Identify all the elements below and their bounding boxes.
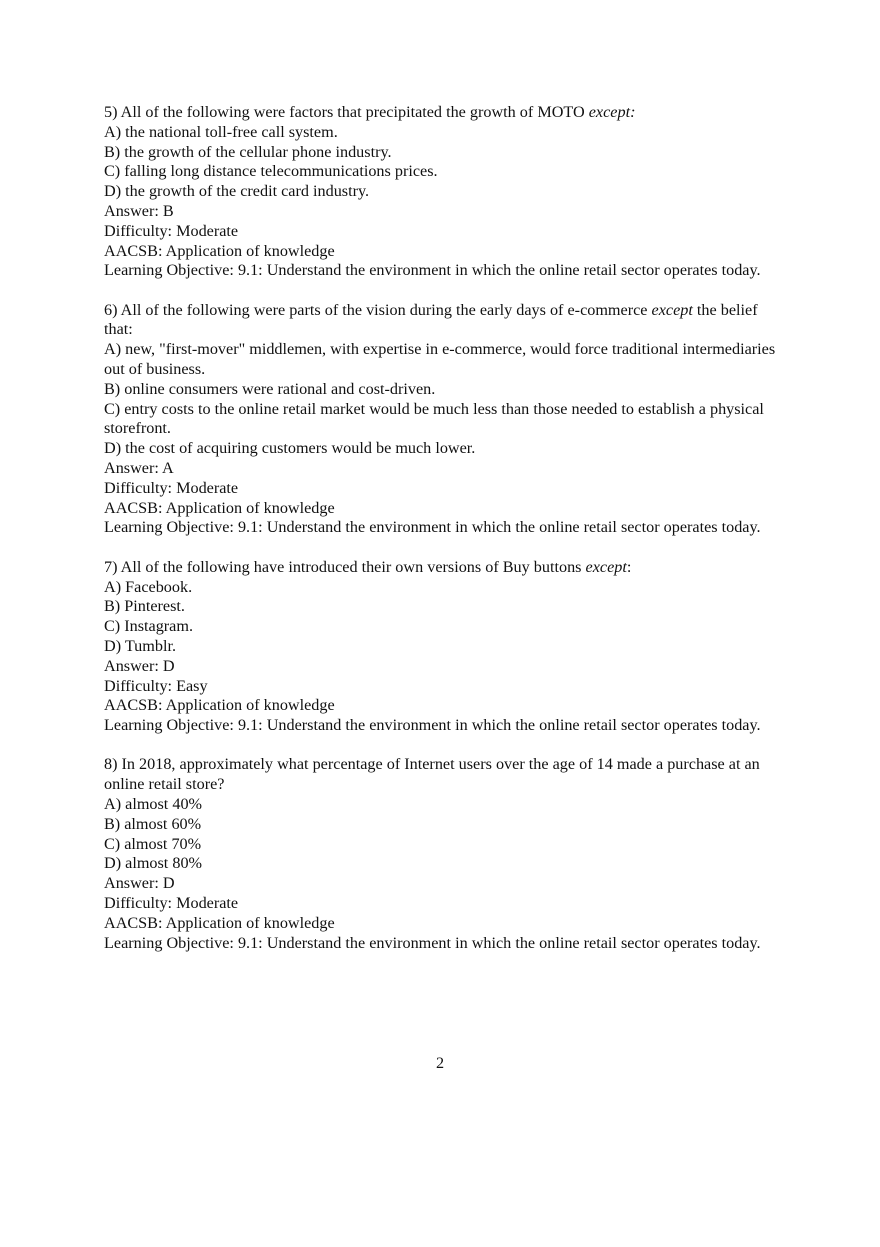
question-5 xyxy=(104,103,776,281)
difficulty: Difficulty: Moderate xyxy=(104,478,239,497)
question-8 xyxy=(104,755,776,953)
aacsb: AACSB: Application of knowledge xyxy=(104,498,335,517)
option-c xyxy=(104,400,776,440)
difficulty: Difficulty: Easy xyxy=(104,676,208,695)
question-stem xyxy=(104,755,776,795)
question-text: All of the following have introduced their own versions of Buy buttons xyxy=(120,557,582,576)
aacsb: AACSB: Application of knowledge xyxy=(104,696,335,715)
question-number: 5) xyxy=(104,103,118,121)
option-letter: A) xyxy=(104,122,122,141)
option-text: Instagram. xyxy=(124,617,194,636)
option-letter: A) xyxy=(104,340,122,359)
option-c xyxy=(104,162,776,182)
option-letter: B) xyxy=(104,814,121,833)
question-text-after: : xyxy=(626,557,632,576)
option-a xyxy=(104,795,776,815)
question-stem xyxy=(104,301,776,341)
option-text: almost 40% xyxy=(125,795,203,813)
learning-objective: Learning Objective: 9.1: Understand the environment in which the online retail sector operates today. xyxy=(104,261,761,280)
learning-objective: Learning Objective: 9.1: Understand the environment in which the online retail sector operates today. xyxy=(104,518,761,537)
option-text: the growth of the credit card industry. xyxy=(125,182,370,201)
option-text: Facebook. xyxy=(125,577,193,596)
question-list xyxy=(104,103,776,973)
question-7 xyxy=(104,558,776,736)
answer: Answer: D xyxy=(104,656,175,675)
option-text: falling long distance telecommunications prices. xyxy=(124,162,438,181)
question-emphasis: except: xyxy=(588,103,636,121)
question-stem xyxy=(104,558,776,578)
question-number: 6) xyxy=(104,300,118,319)
option-c xyxy=(104,617,776,637)
option-a xyxy=(104,578,776,598)
option-text: entry costs to the online retail market would be much less than those needed to establish a physical storefront. xyxy=(104,399,764,438)
option-b xyxy=(104,815,776,835)
option-letter: D) xyxy=(104,182,122,201)
option-letter: C) xyxy=(104,617,121,636)
option-text: almost 70% xyxy=(124,834,202,853)
option-letter: B) xyxy=(104,379,121,398)
option-d xyxy=(104,637,776,657)
option-text: new, "first-mover" middlemen, with expertise in e-commerce, would force traditional intermediaries out of business. xyxy=(104,340,776,379)
aacsb: AACSB: Application of knowledge xyxy=(104,241,335,260)
learning-objective: Learning Objective: 9.1: Understand the environment in which the online retail sector operates today. xyxy=(104,933,761,952)
option-letter: A) xyxy=(104,577,122,596)
question-number: 7) xyxy=(104,557,118,576)
answer: Answer: A xyxy=(104,459,174,478)
difficulty: Difficulty: Moderate xyxy=(104,893,239,912)
aacsb: AACSB: Application of knowledge xyxy=(104,913,335,932)
option-letter: C) xyxy=(104,834,121,853)
option-letter: C) xyxy=(104,162,121,181)
option-c xyxy=(104,835,776,855)
option-text: Pinterest. xyxy=(124,597,185,616)
option-b xyxy=(104,380,776,400)
question-stem xyxy=(104,103,776,123)
difficulty: Difficulty: Moderate xyxy=(104,221,239,240)
option-text: the national toll-free call system. xyxy=(125,122,338,141)
option-text: online consumers were rational and cost-driven. xyxy=(124,379,436,398)
option-letter: D) xyxy=(104,636,122,655)
option-letter: B) xyxy=(104,597,121,616)
option-letter: A) xyxy=(104,795,122,813)
option-text: the cost of acquiring customers would be much lower. xyxy=(125,439,476,458)
option-letter: B) xyxy=(104,142,121,161)
answer: Answer: D xyxy=(104,874,175,893)
answer: Answer: B xyxy=(104,201,174,220)
option-b xyxy=(104,597,776,617)
option-text: the growth of the cellular phone industry. xyxy=(124,142,392,161)
option-d xyxy=(104,439,776,459)
question-text: All of the following were factors that precipitated the growth of MOTO xyxy=(120,103,585,121)
question-emphasis: except xyxy=(585,557,627,576)
option-text: almost 80% xyxy=(125,854,203,873)
option-d xyxy=(104,182,776,202)
question-text: All of the following were parts of the vision during the early days of e-commerce xyxy=(120,300,648,319)
question-text-after: the belief that: xyxy=(104,300,758,339)
option-letter: C) xyxy=(104,399,121,418)
option-text: Tumblr. xyxy=(124,636,176,655)
option-a xyxy=(104,340,776,380)
option-text: almost 60% xyxy=(124,814,202,833)
question-number: 8) xyxy=(104,755,118,774)
learning-objective: Learning Objective: 9.1: Understand the environment in which the online retail sector operates today. xyxy=(104,716,761,735)
option-letter: D) xyxy=(104,439,122,458)
question-emphasis: except xyxy=(651,300,693,319)
page-number: 2 xyxy=(435,1054,445,1072)
option-b xyxy=(104,143,776,163)
question-text: In 2018, approximately what percentage of Internet users over the age of 14 made a purchase at an online retail store? xyxy=(104,755,760,794)
option-a xyxy=(104,123,776,143)
question-6 xyxy=(104,301,776,539)
option-letter: D) xyxy=(104,854,122,873)
option-d xyxy=(104,854,776,874)
